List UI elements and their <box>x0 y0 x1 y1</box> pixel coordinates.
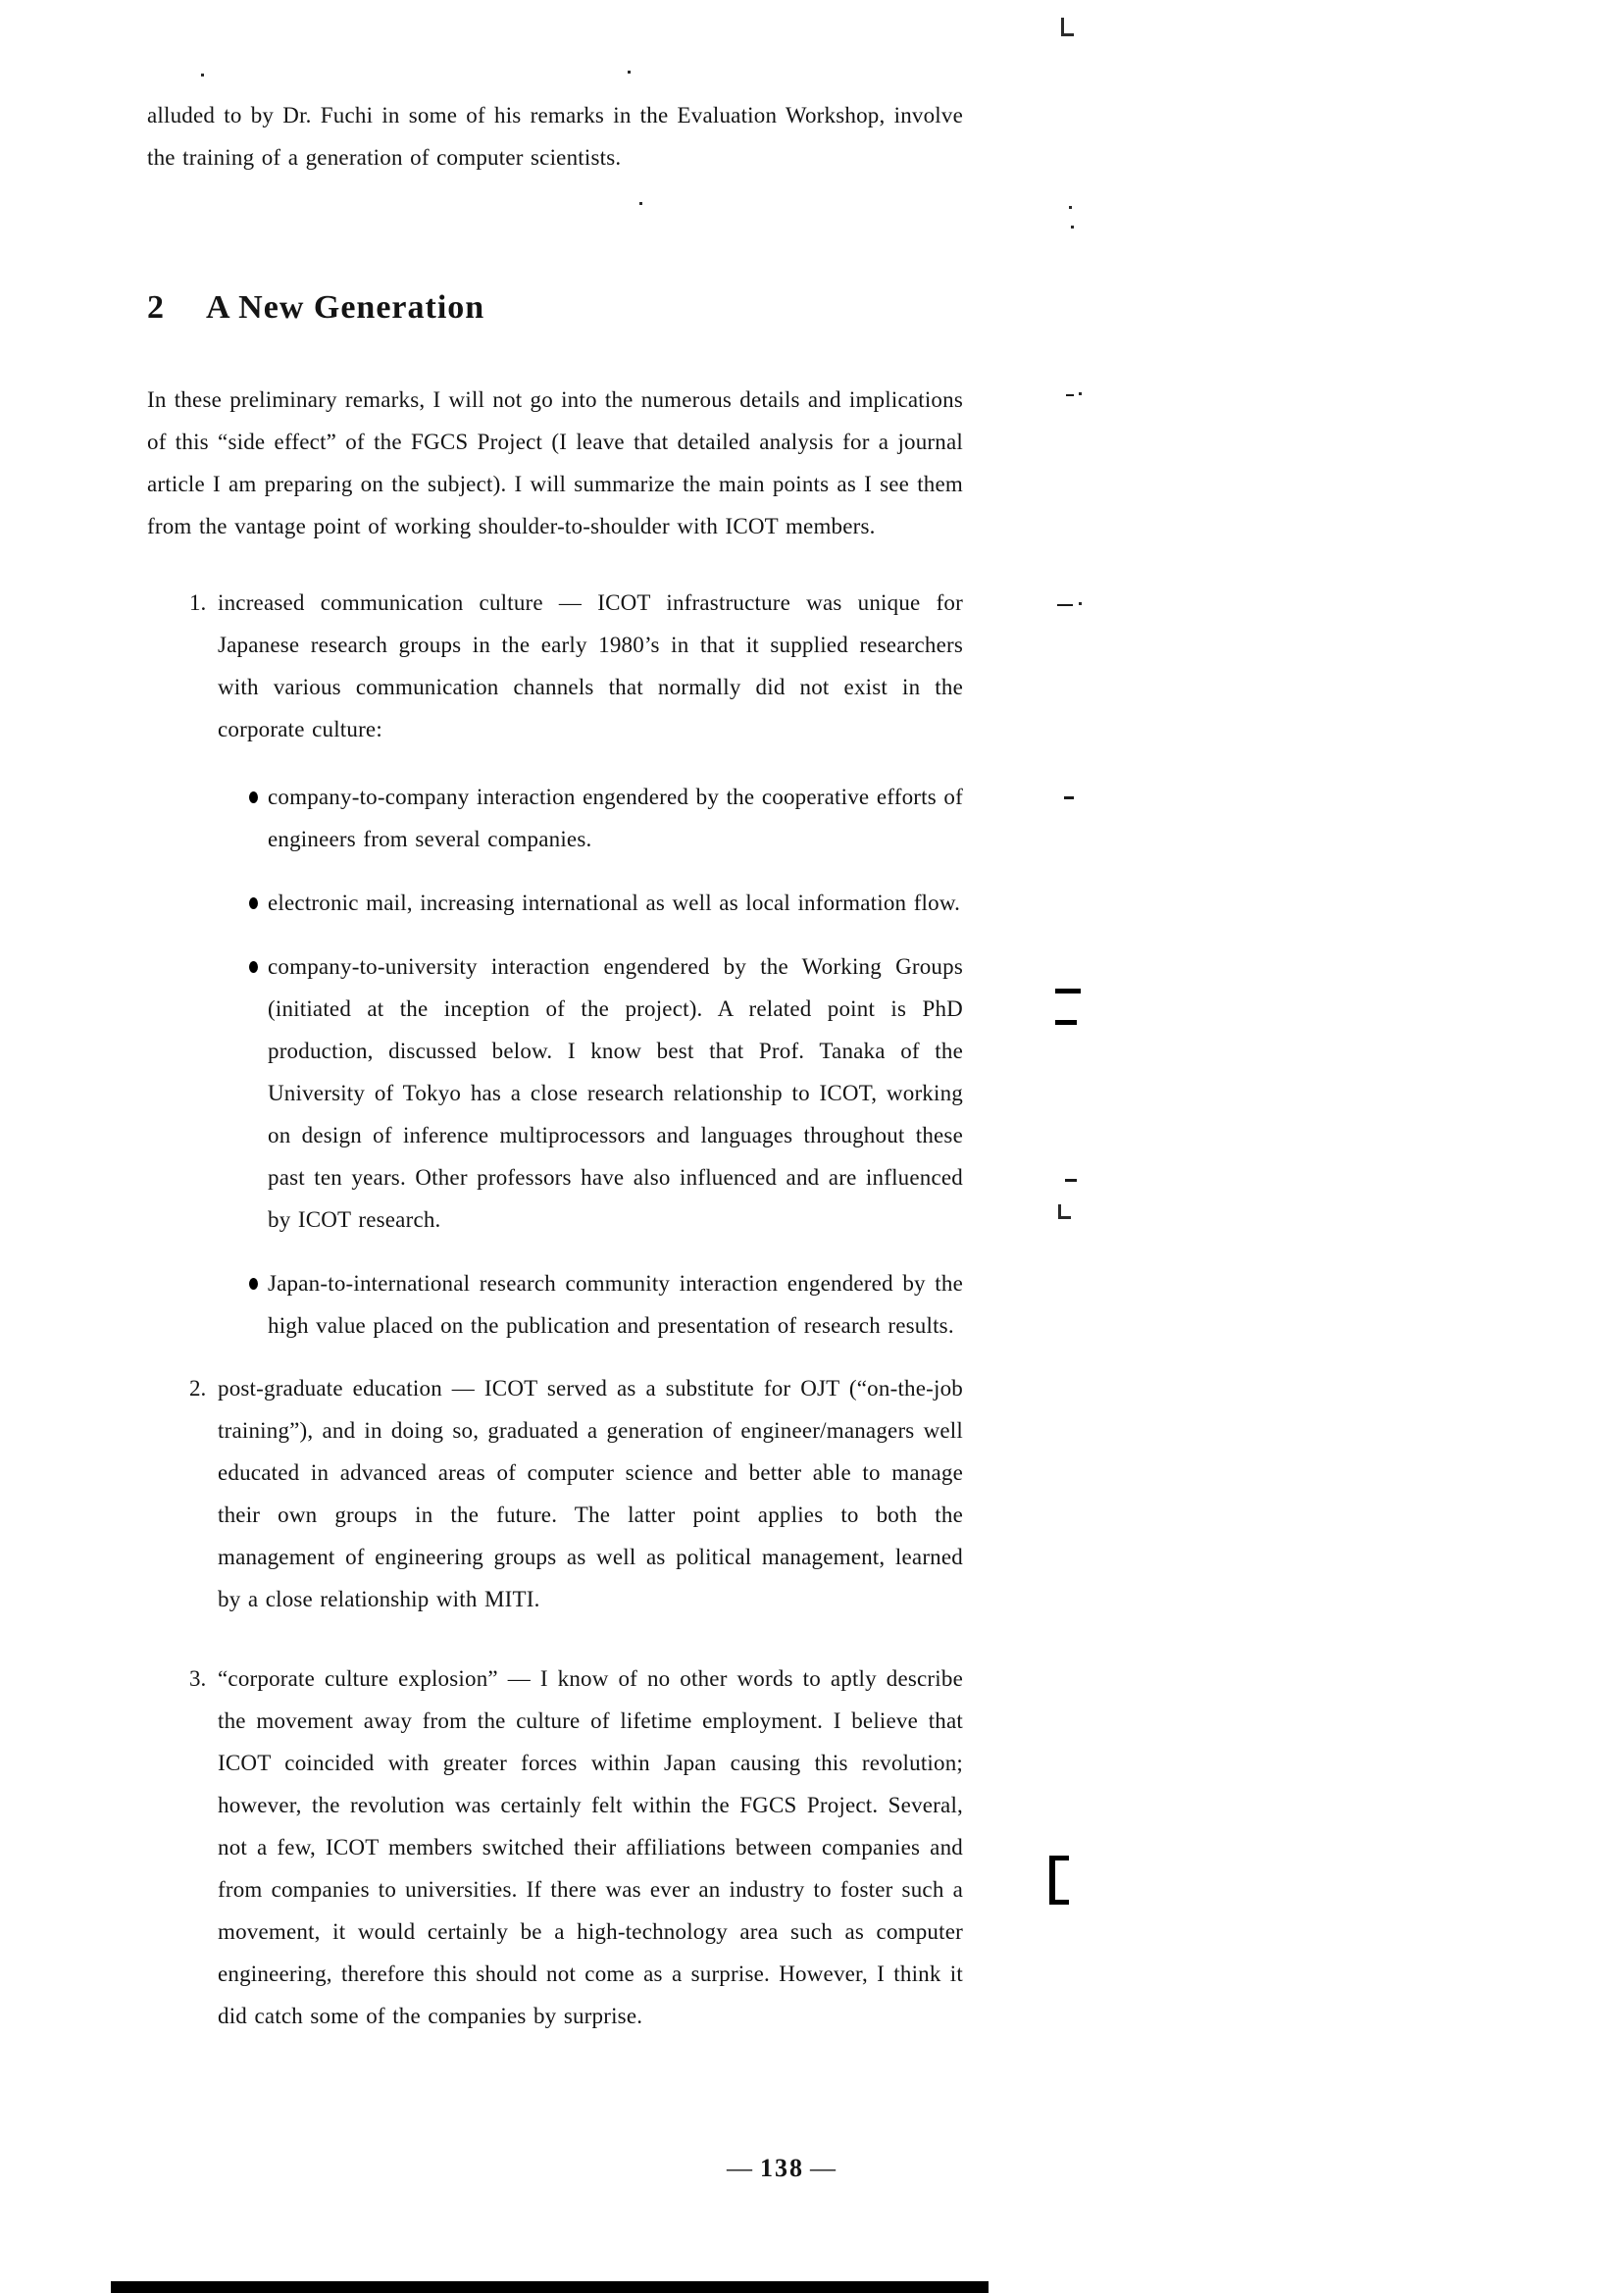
list-item-2 <box>147 1367 963 1620</box>
section-title: A New Generation <box>206 289 485 326</box>
scan-artifact <box>201 74 204 76</box>
bullet-item-4-text: Japan-to-international research community interaction engendered by the high value placed on the publication and presentation of research results. <box>268 1271 963 1338</box>
bullet-icon <box>249 897 258 909</box>
scan-artifact <box>1061 18 1074 36</box>
list-item-1 <box>147 582 963 1347</box>
scan-artifact <box>1079 602 1082 605</box>
list-item-3 <box>147 1657 963 2037</box>
page-number-right-dash: — <box>810 2154 837 2182</box>
scan-artifact <box>1055 1020 1077 1025</box>
scan-artifact <box>1079 392 1082 395</box>
scan-artifact <box>1058 1204 1071 1219</box>
scan-artifact <box>1065 1179 1077 1182</box>
scan-artifact <box>1069 206 1072 209</box>
scan-artifact <box>628 71 631 74</box>
bullet-icon <box>249 961 258 973</box>
scan-artifact <box>1071 226 1074 229</box>
list-item-3-text: “corporate culture explosion” — I know of no other words to aptly describe the movement away from the culture of lifetime employment. I believe that ICOT coincided with greater forces within Japan causing this revolution; however, the revolution was certainly felt within the FGCS Project. Several, not a few, ICOT members switched their affiliations between companies and from companies to universities. If there was ever an industry to foster such a movement, it would certainly be a high-technology area such as computer engineering, therefore this should not come as a surprise. However, I think it did catch some of the companies by surprise. <box>218 1666 963 2028</box>
page-number <box>721 2154 843 2183</box>
page-number-value: 138 <box>760 2154 804 2182</box>
lead-paragraph: In these preliminary remarks, I will not go into the numerous details and implications of this “side effect” of the FGCS Project (I leave that detailed analysis for a journal article I am preparing on the subject). I will summarize the main points as I see them from the vantage point of working shoulder-to-shoulder with ICOT members. <box>147 387 963 538</box>
scan-artifact <box>1066 394 1074 396</box>
scan-artifact <box>639 202 642 205</box>
bullet-item-2 <box>218 882 963 924</box>
list-item-1-number: 1. <box>189 590 207 615</box>
page-number-left-dash: — <box>727 2154 754 2182</box>
bullet-icon <box>249 791 258 803</box>
scan-artifact <box>1057 604 1073 606</box>
list-item-1-body <box>218 582 963 1347</box>
bullet-item-3-text: company-to-university interaction engendered by the Working Groups (initiated at the inception of the project). A related point is PhD production, discussed below. I know best that Prof. Tanaka of the University of Tokyo has a close research relationship to ICOT, working on design of inference multiprocessors and languages throughout these past ten years. Other professors have also influenced and are influenced by ICOT research. <box>268 954 963 1232</box>
list-item-3-body <box>218 1657 963 2037</box>
bullet-list <box>218 776 963 1347</box>
bullet-icon <box>249 1278 258 1290</box>
intro-paragraph: alluded to by Dr. Fuchi in some of his remarks in the Evaluation Workshop, involve the training of a generation of computer scientists. <box>147 103 963 170</box>
scan-artifact <box>1049 1856 1069 1905</box>
list-item-2-text: post-graduate education — ICOT served as a substitute for OJT (“on-the-job training”), and in doing so, graduated a generation of engineer/managers well educated in advanced areas of computer science and better able to manage their own groups in the future. The latter point applies to both the management of engineering groups as well as political management, learned by a close relationship with MITI. <box>218 1376 963 1611</box>
bullet-item-2-text: electronic mail, increasing international as well as local information flow. <box>268 891 961 915</box>
bullet-item-4 <box>218 1262 963 1347</box>
text-column <box>147 94 963 2037</box>
bullet-item-3 <box>218 945 963 1241</box>
section-heading <box>147 288 963 328</box>
bullet-item-1 <box>218 776 963 860</box>
list-item-2-number: 2. <box>189 1376 207 1401</box>
bullet-item-1-text: company-to-company interaction engendered by the cooperative efforts of engineers from several companies. <box>268 785 963 851</box>
scan-edge-bar <box>111 2281 989 2293</box>
scan-artifact <box>1064 796 1074 799</box>
scan-artifact <box>1055 989 1081 994</box>
list-item-3-number: 3. <box>189 1666 207 1691</box>
list-item-2-body <box>218 1367 963 1620</box>
section-number: 2 <box>147 289 165 326</box>
list-item-1-text: increased communication culture — ICOT infrastructure was unique for Japanese research groups in the early 1980’s in that it supplied researchers with various communication channels that normally did not exist in the corporate culture: <box>218 590 963 741</box>
